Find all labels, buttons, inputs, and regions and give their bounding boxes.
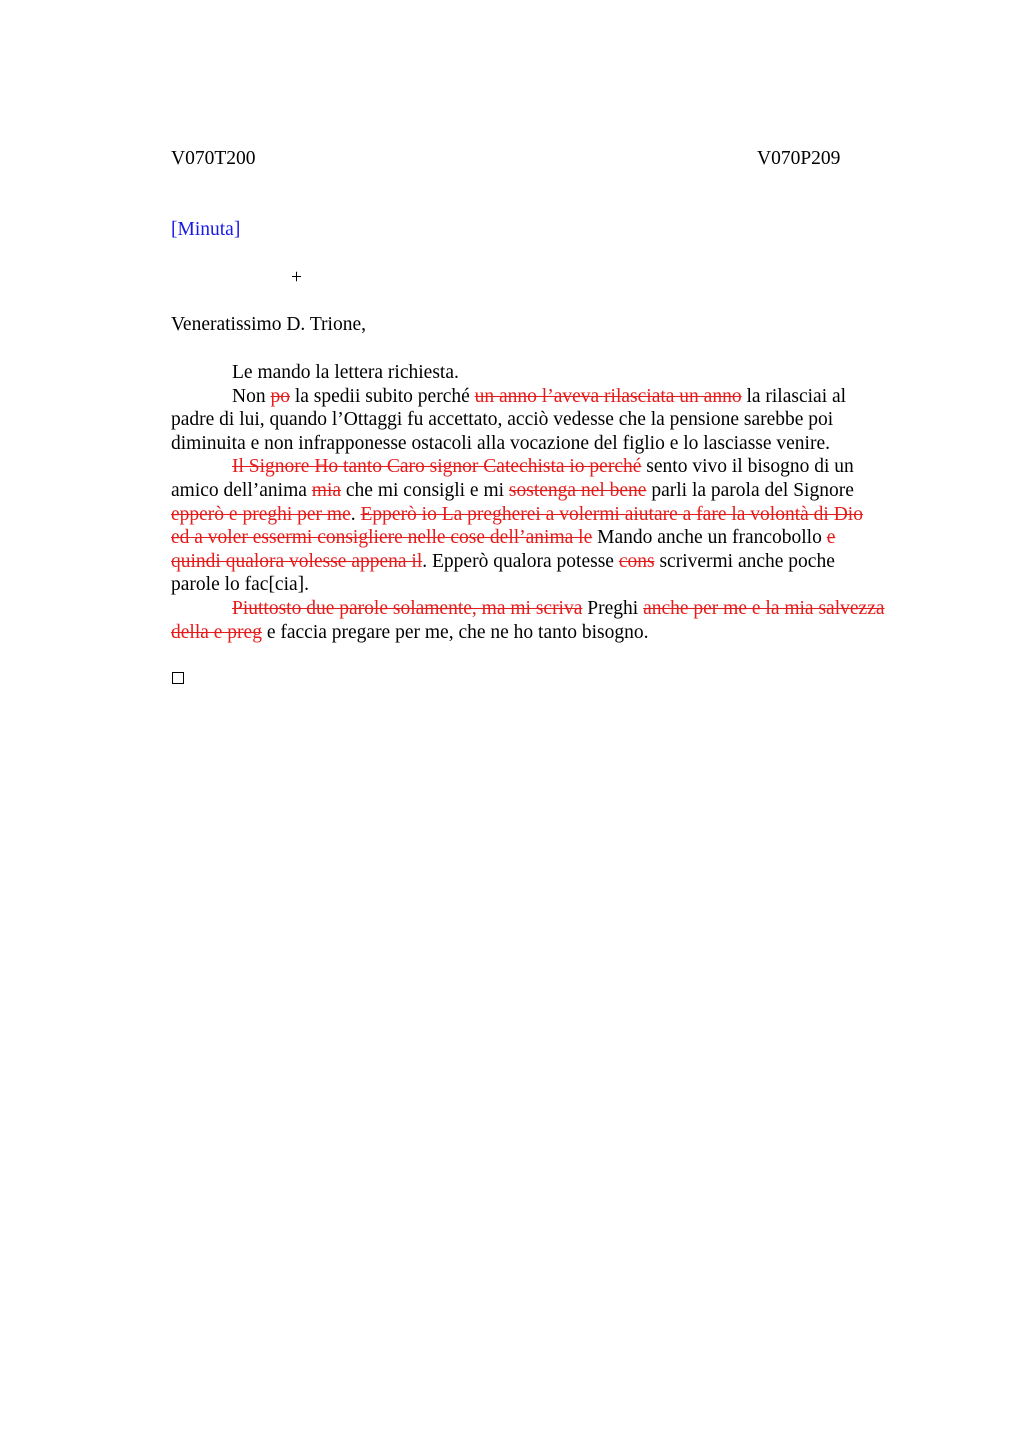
- text-segment: diminuita e non infrapponesse ostacoli alla vocazione del figlio e lo lasciasse venire.: [171, 432, 830, 454]
- text-line: [171, 479, 931, 503]
- deleted-text: epperò e preghi per me: [171, 503, 351, 525]
- deleted-text: sostenga nel bene: [508, 479, 647, 501]
- document-code-left: V070T200: [171, 148, 256, 169]
- text-line: [171, 385, 931, 409]
- text-segment: che mi consigli e mi: [341, 479, 509, 501]
- text-segment: scrivermi anche poche: [654, 550, 835, 572]
- deleted-text: anche per me e la mia salvezza: [643, 597, 885, 619]
- document-code-right: V070P209: [757, 148, 841, 169]
- text-segment: . Epperò qualora potesse: [422, 550, 619, 572]
- deleted-text: della e preg: [171, 621, 262, 643]
- text-segment: Mando anche un francobollo: [592, 527, 827, 549]
- text-segment: parole lo fac[cia].: [171, 574, 310, 596]
- deleted-text: quindi qualora volesse appena il: [171, 550, 423, 572]
- draft-label: [Minuta]: [171, 219, 241, 240]
- cross-mark: +: [291, 267, 302, 288]
- text-segment: .: [350, 503, 361, 525]
- text-line: [171, 597, 931, 621]
- text-line: [171, 432, 931, 456]
- end-marker-box-icon: [172, 672, 184, 684]
- deleted-text: e: [826, 527, 836, 549]
- text-segment: la spedii subito perché: [289, 385, 475, 407]
- text-segment: Preghi: [582, 597, 644, 619]
- text-segment: Le mando la lettera richiesta.: [232, 362, 459, 383]
- text-segment: e faccia pregare per me, che ne ho tanto bisogno.: [261, 621, 649, 643]
- text-line: [171, 503, 931, 527]
- text-line: [171, 408, 931, 432]
- deleted-text: Piuttosto due parole solamente, ma mi scriva: [232, 597, 583, 619]
- deleted-text: Il Signore Ho tanto Caro signor Catechista io perché: [232, 456, 642, 478]
- text-segment: sento vivo il bisogno di un: [641, 456, 854, 478]
- salutation: Veneratissimo D. Trione,: [171, 314, 366, 335]
- deleted-text: un anno l’aveva rilasciata un anno: [474, 385, 742, 407]
- deleted-text: ed a voler essermi consigliere nelle cose dell’anima le: [171, 527, 593, 549]
- text-segment: amico dell’anima: [171, 479, 312, 501]
- text-line: [171, 526, 931, 550]
- text-line: [171, 621, 931, 645]
- text-segment: padre di lui, quando l’Ottaggi fu accettato, acciò vedesse che la pensione sarebbe poi: [171, 409, 834, 431]
- deleted-text: cons: [618, 550, 655, 572]
- deleted-text: po: [270, 385, 290, 407]
- text-segment: Non: [232, 385, 271, 407]
- deleted-text: mia: [311, 479, 342, 501]
- letter-body: [171, 361, 931, 644]
- text-segment: la rilasciai al: [741, 385, 847, 407]
- text-line: [171, 455, 931, 479]
- text-line: [171, 361, 931, 385]
- text-segment: parli la parola del Signore: [646, 479, 854, 501]
- text-line: [171, 550, 931, 574]
- deleted-text: Epperò io La pregherei a volermi aiutare a fare la volontà di Dio: [360, 503, 863, 525]
- text-line: [171, 573, 931, 597]
